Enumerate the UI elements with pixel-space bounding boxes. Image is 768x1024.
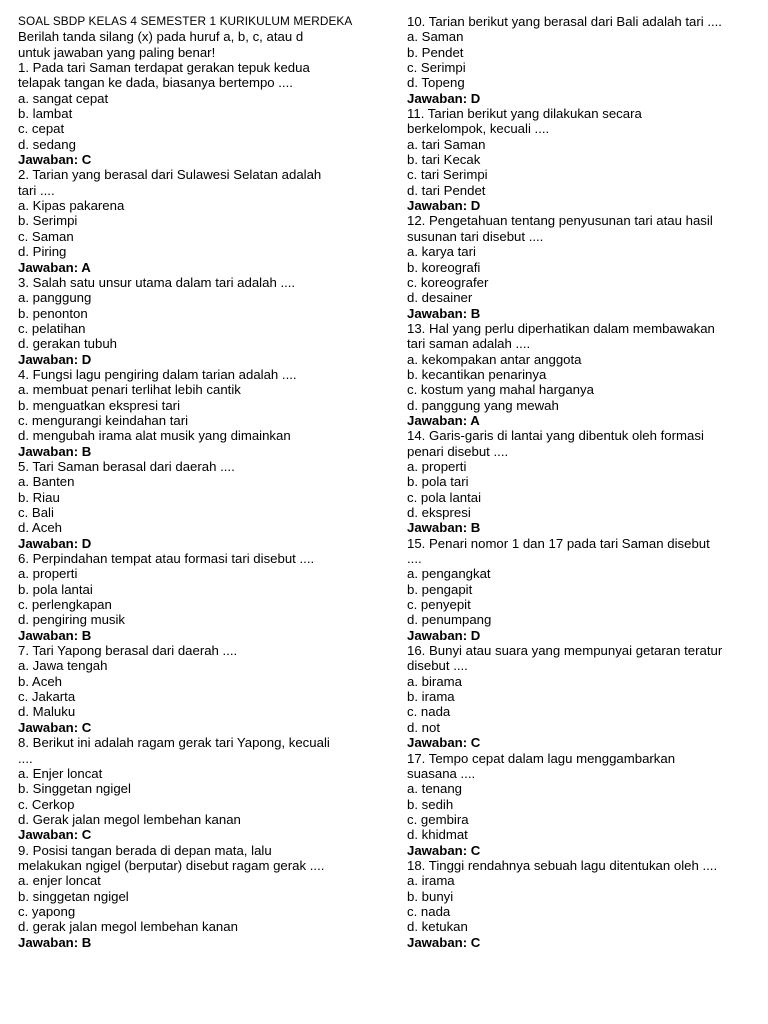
question-text: ....: [407, 551, 422, 567]
answer-option: c. pola lantai: [407, 489, 482, 505]
question-list-left: [18, 60, 388, 950]
answer-option: d. desainer: [407, 290, 473, 306]
answer-option: a. properti: [407, 458, 467, 474]
question-text: 16. Bunyi atau suara yang mempunyai getaran teratur: [407, 643, 723, 659]
answer-option: b. kecantikan penarinya: [407, 366, 547, 382]
answer-option: d. Piring: [18, 244, 67, 260]
instruction-line: untuk jawaban yang paling benar!: [18, 44, 216, 60]
answer-option: b. pola lantai: [18, 581, 93, 597]
answer-option: a. kekompakan antar anggota: [407, 351, 582, 367]
answer-option: c. cepat: [18, 121, 65, 137]
answer-option: c. perlengkapan: [18, 597, 112, 613]
answer-option: d. gerak jalan megol lembehan kanan: [18, 919, 238, 935]
question-block: [18, 167, 388, 274]
answer-option: b. lambat: [18, 106, 73, 122]
answer-option: b. sedih: [407, 796, 454, 812]
answer-option: a. Kipas pakarena: [18, 198, 125, 214]
answer-option: d. khidmat: [407, 827, 468, 843]
answer-option: c. gembira: [407, 811, 469, 827]
question-text: 12. Pengetahuan tentang penyusunan tari atau hasil: [407, 213, 713, 229]
answer-option: a. sangat cepat: [18, 90, 109, 106]
question-block: [407, 321, 752, 428]
answer-option: c. penyepit: [407, 597, 471, 613]
answer-key: Jawaban: D: [407, 627, 481, 643]
answer-option: d. penumpang: [407, 612, 492, 628]
question-text: susunan tari disebut ....: [407, 228, 544, 244]
answer-option: b. bunyi: [407, 888, 454, 904]
question-text: telapak tangan ke dada, biasanya bertempo ....: [18, 75, 293, 91]
answer-option: c. Cerkop: [18, 796, 75, 812]
answer-option: a. tenang: [407, 781, 462, 797]
answer-key: Jawaban: D: [18, 351, 92, 367]
answer-option: a. Saman: [407, 29, 464, 45]
question-block: [407, 213, 752, 320]
answer-option: d. mengubah irama alat musik yang dimainkan: [18, 428, 291, 444]
answer-option: a. birama: [407, 673, 462, 689]
answer-option: c. tari Serimpi: [407, 167, 488, 183]
answer-option: d. Maluku: [18, 704, 76, 720]
answer-option: b. tari Kecak: [407, 152, 481, 168]
question-list-right: [407, 14, 752, 950]
answer-option: d. sedang: [18, 136, 76, 152]
answer-option: d. Gerak jalan megol lembehan kanan: [18, 811, 241, 827]
answer-option: c. koreografer: [407, 274, 489, 290]
question-text: tari saman adalah ....: [407, 336, 531, 352]
answer-option: d. Topeng: [407, 75, 465, 91]
answer-option: a. Banten: [18, 474, 75, 490]
answer-option: c. Jakarta: [18, 689, 76, 705]
question-text: suasana ....: [407, 765, 476, 781]
answer-option: a. Enjer loncat: [18, 765, 103, 781]
answer-option: b. Riau: [18, 489, 60, 505]
answer-key: Jawaban: C: [18, 827, 92, 843]
right-column: [407, 14, 752, 950]
answer-option: a. karya tari: [407, 244, 476, 260]
answer-key: Jawaban: C: [407, 735, 481, 751]
answer-option: b. Singgetan ngigel: [18, 781, 131, 797]
question-block: [18, 275, 388, 367]
question-text: disebut ....: [407, 658, 468, 674]
answer-key: Jawaban: C: [407, 842, 481, 858]
question-text: 1. Pada tari Saman terdapat gerakan tepuk kedua: [18, 60, 310, 76]
answer-option: b. Aceh: [18, 673, 62, 689]
question-block: [407, 536, 752, 643]
answer-option: d. panggung yang mewah: [407, 397, 559, 413]
answer-option: b. Pendet: [407, 44, 464, 60]
instructions: [18, 29, 388, 60]
question-text: ....: [18, 750, 33, 766]
answer-option: d. Aceh: [18, 520, 62, 536]
answer-key: Jawaban: B: [18, 627, 92, 643]
answer-option: b. koreografi: [407, 259, 481, 275]
question-block: [18, 60, 388, 167]
answer-option: c. Bali: [18, 505, 54, 520]
answer-key: Jawaban: D: [407, 90, 481, 106]
question-text: 5. Tari Saman berasal dari daerah ....: [18, 458, 235, 474]
question-text: 2. Tarian yang berasal dari Sulawesi Selatan adalah: [18, 167, 322, 183]
question-text: 14. Garis-garis di lantai yang dibentuk oleh formasi: [407, 428, 704, 444]
answer-key: Jawaban: D: [407, 198, 481, 214]
question-text: 11. Tarian berikut yang dilakukan secara: [407, 106, 642, 122]
answer-option: b. pola tari: [407, 474, 469, 490]
answer-option: a. tari Saman: [407, 136, 486, 152]
answer-option: d. ekspresi: [407, 505, 471, 520]
answer-option: b. irama: [407, 689, 455, 705]
answer-option: d. gerakan tubuh: [18, 336, 117, 352]
answer-option: a. properti: [18, 566, 78, 582]
answer-option: b. Serimpi: [18, 213, 78, 229]
answer-option: d. ketukan: [407, 919, 468, 935]
answer-option: d. not: [407, 719, 440, 735]
answer-option: c. Saman: [18, 228, 74, 244]
question-text: melakukan ngigel (berputar) disebut ragam gerak ....: [18, 857, 325, 873]
question-text: 7. Tari Yapong berasal dari daerah ....: [18, 643, 238, 659]
question-text: 4. Fungsi lagu pengiring dalam tarian adalah ....: [18, 366, 297, 382]
left-column: [18, 14, 388, 950]
answer-option: b. pengapit: [407, 581, 473, 597]
question-block: [407, 106, 752, 213]
answer-option: c. kostum yang mahal harganya: [407, 382, 594, 398]
answer-option: a. enjer loncat: [18, 873, 101, 889]
question-text: 13. Hal yang perlu diperhatikan dalam membawakan: [407, 320, 715, 336]
answer-option: c. yapong: [18, 903, 76, 919]
question-block: [407, 14, 752, 106]
question-text: 8. Berikut ini adalah ragam gerak tari Yapong, kecuali: [18, 735, 330, 751]
answer-option: c. nada: [407, 704, 451, 720]
question-text: penari disebut ....: [407, 443, 509, 459]
question-text: tari ....: [18, 182, 55, 198]
question-block: [18, 367, 388, 459]
answer-option: a. irama: [407, 873, 455, 889]
answer-key: Jawaban: A: [18, 259, 91, 275]
document-header: SOAL SBDP KELAS 4 SEMESTER 1 KURIKULUM MERDEKA: [18, 14, 353, 28]
answer-option: b. menguatkan ekspresi tari: [18, 397, 180, 413]
answer-option: d. tari Pendet: [407, 182, 486, 198]
question-block: [18, 735, 388, 842]
answer-option: a. membuat penari terlihat lebih cantik: [18, 382, 241, 398]
question-text: 15. Penari nomor 1 dan 17 pada tari Saman disebut: [407, 535, 710, 551]
answer-option: a. pengangkat: [407, 566, 491, 582]
instruction-line: Berilah tanda silang (x) pada huruf a, b, c, atau d: [18, 29, 304, 45]
answer-key: Jawaban: C: [407, 934, 481, 950]
question-text: 17. Tempo cepat dalam lagu menggambarkan: [407, 750, 676, 766]
question-text: berkelompok, kecuali ....: [407, 121, 550, 137]
answer-key: Jawaban: C: [18, 719, 92, 735]
answer-key: Jawaban: D: [18, 535, 92, 551]
answer-key: Jawaban: B: [407, 520, 481, 536]
question-block: [18, 843, 388, 950]
answer-key: Jawaban: A: [407, 412, 480, 428]
question-block: [407, 428, 752, 535]
question-text: 18. Tinggi rendahnya sebuah lagu ditentukan oleh ....: [407, 857, 718, 873]
question-block: [407, 643, 752, 750]
question-block: [18, 459, 388, 551]
answer-option: b. singgetan ngigel: [18, 888, 129, 904]
question-text: 9. Posisi tangan berada di depan mata, lalu: [18, 842, 272, 858]
question-block: [18, 643, 388, 735]
answer-key: Jawaban: B: [18, 934, 92, 950]
answer-option: c. Serimpi: [407, 60, 466, 76]
question-text: 10. Tarian berikut yang berasal dari Bali adalah tari ....: [407, 14, 722, 29]
answer-key: Jawaban: C: [18, 152, 92, 168]
answer-key: Jawaban: B: [18, 443, 92, 459]
question-text: 3. Salah satu unsur utama dalam tari adalah ....: [18, 274, 296, 290]
question-block: [18, 551, 388, 643]
answer-option: c. nada: [407, 903, 451, 919]
answer-option: c. mengurangi keindahan tari: [18, 412, 189, 428]
answer-option: a. panggung: [18, 290, 92, 306]
answer-option: a. Jawa tengah: [18, 658, 108, 674]
question-block: [407, 858, 752, 950]
answer-option: d. pengiring musik: [18, 612, 126, 628]
answer-option: b. penonton: [18, 305, 88, 321]
answer-option: c. pelatihan: [18, 320, 86, 336]
answer-key: Jawaban: B: [407, 305, 481, 321]
question-block: [407, 751, 752, 858]
question-text: 6. Perpindahan tempat atau formasi tari disebut ....: [18, 551, 315, 567]
